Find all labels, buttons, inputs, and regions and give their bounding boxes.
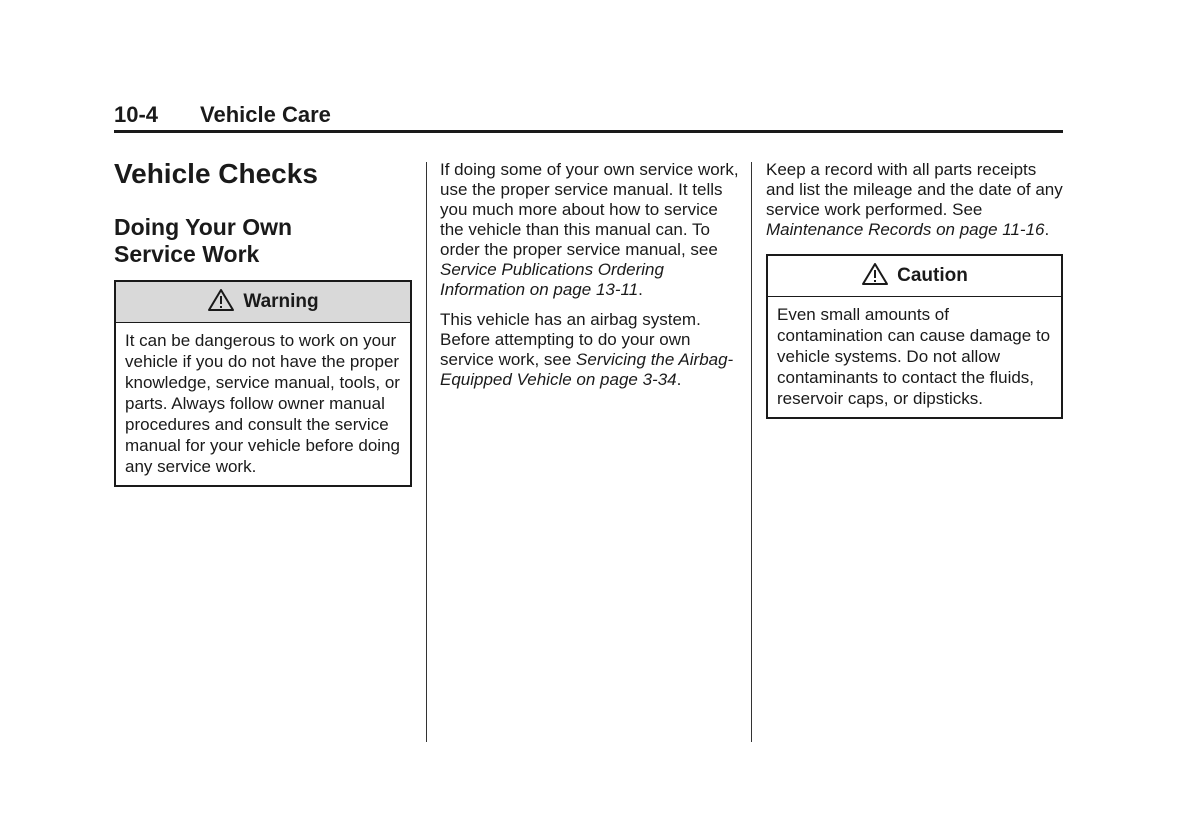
column-3	[766, 160, 1063, 419]
paragraph: This vehicle has an airbag system. Before attempting to do your own service work, see Servicing the Airbag-Equipped Vehicle on page 3-34.	[440, 310, 734, 389]
caution-title: Caution	[897, 265, 968, 286]
warning-text: It can be dangerous to work on your vehicle if you do not have the proper knowledge, service manual, tools, or parts. Always follow owner manual procedures and consult the service manual for your vehicle before doing any service work.	[125, 331, 400, 476]
warning-triangle-icon	[861, 262, 889, 286]
main-heading: Vehicle Checks	[114, 158, 318, 189]
column-2	[440, 160, 740, 400]
section-title: Vehicle Care	[200, 102, 331, 127]
warning-triangle-icon	[207, 288, 235, 312]
warning-header	[116, 282, 410, 323]
page-header	[114, 100, 1063, 133]
caution-box	[766, 254, 1063, 419]
caution-header	[768, 256, 1061, 297]
cross-reference-link[interactable]: Service Publications Ordering Information on page 13-11	[440, 260, 664, 299]
cross-reference-link[interactable]: Servicing the Airbag-Equipped Vehicle on page 3-34	[440, 350, 734, 389]
sub-heading: Doing Your Own Service Work	[114, 214, 293, 267]
caution-text: Even small amounts of contamination can cause damage to vehicle systems. Do not allow contaminants to contact the fluids, reservoir caps, or dipsticks.	[777, 305, 1051, 408]
column-divider	[751, 162, 752, 742]
page-number: 10-4	[114, 102, 159, 127]
column-divider	[426, 162, 427, 742]
cross-reference-link[interactable]: Maintenance Records on page 11-16	[766, 220, 1045, 239]
warning-title: Warning	[243, 291, 319, 312]
column-1	[114, 156, 412, 487]
paragraph: If doing some of your own service work, use the proper service manual. It tells you much more about how to service the vehicle than this manual can. To order the proper service manual, see Service Publications Ordering Information on page 13-11.	[440, 160, 739, 299]
warning-box	[114, 280, 412, 487]
paragraph: Keep a record with all parts receipts and list the mileage and the date of any service work performed. See Maintenance Records on page 11-16.	[766, 160, 1063, 239]
